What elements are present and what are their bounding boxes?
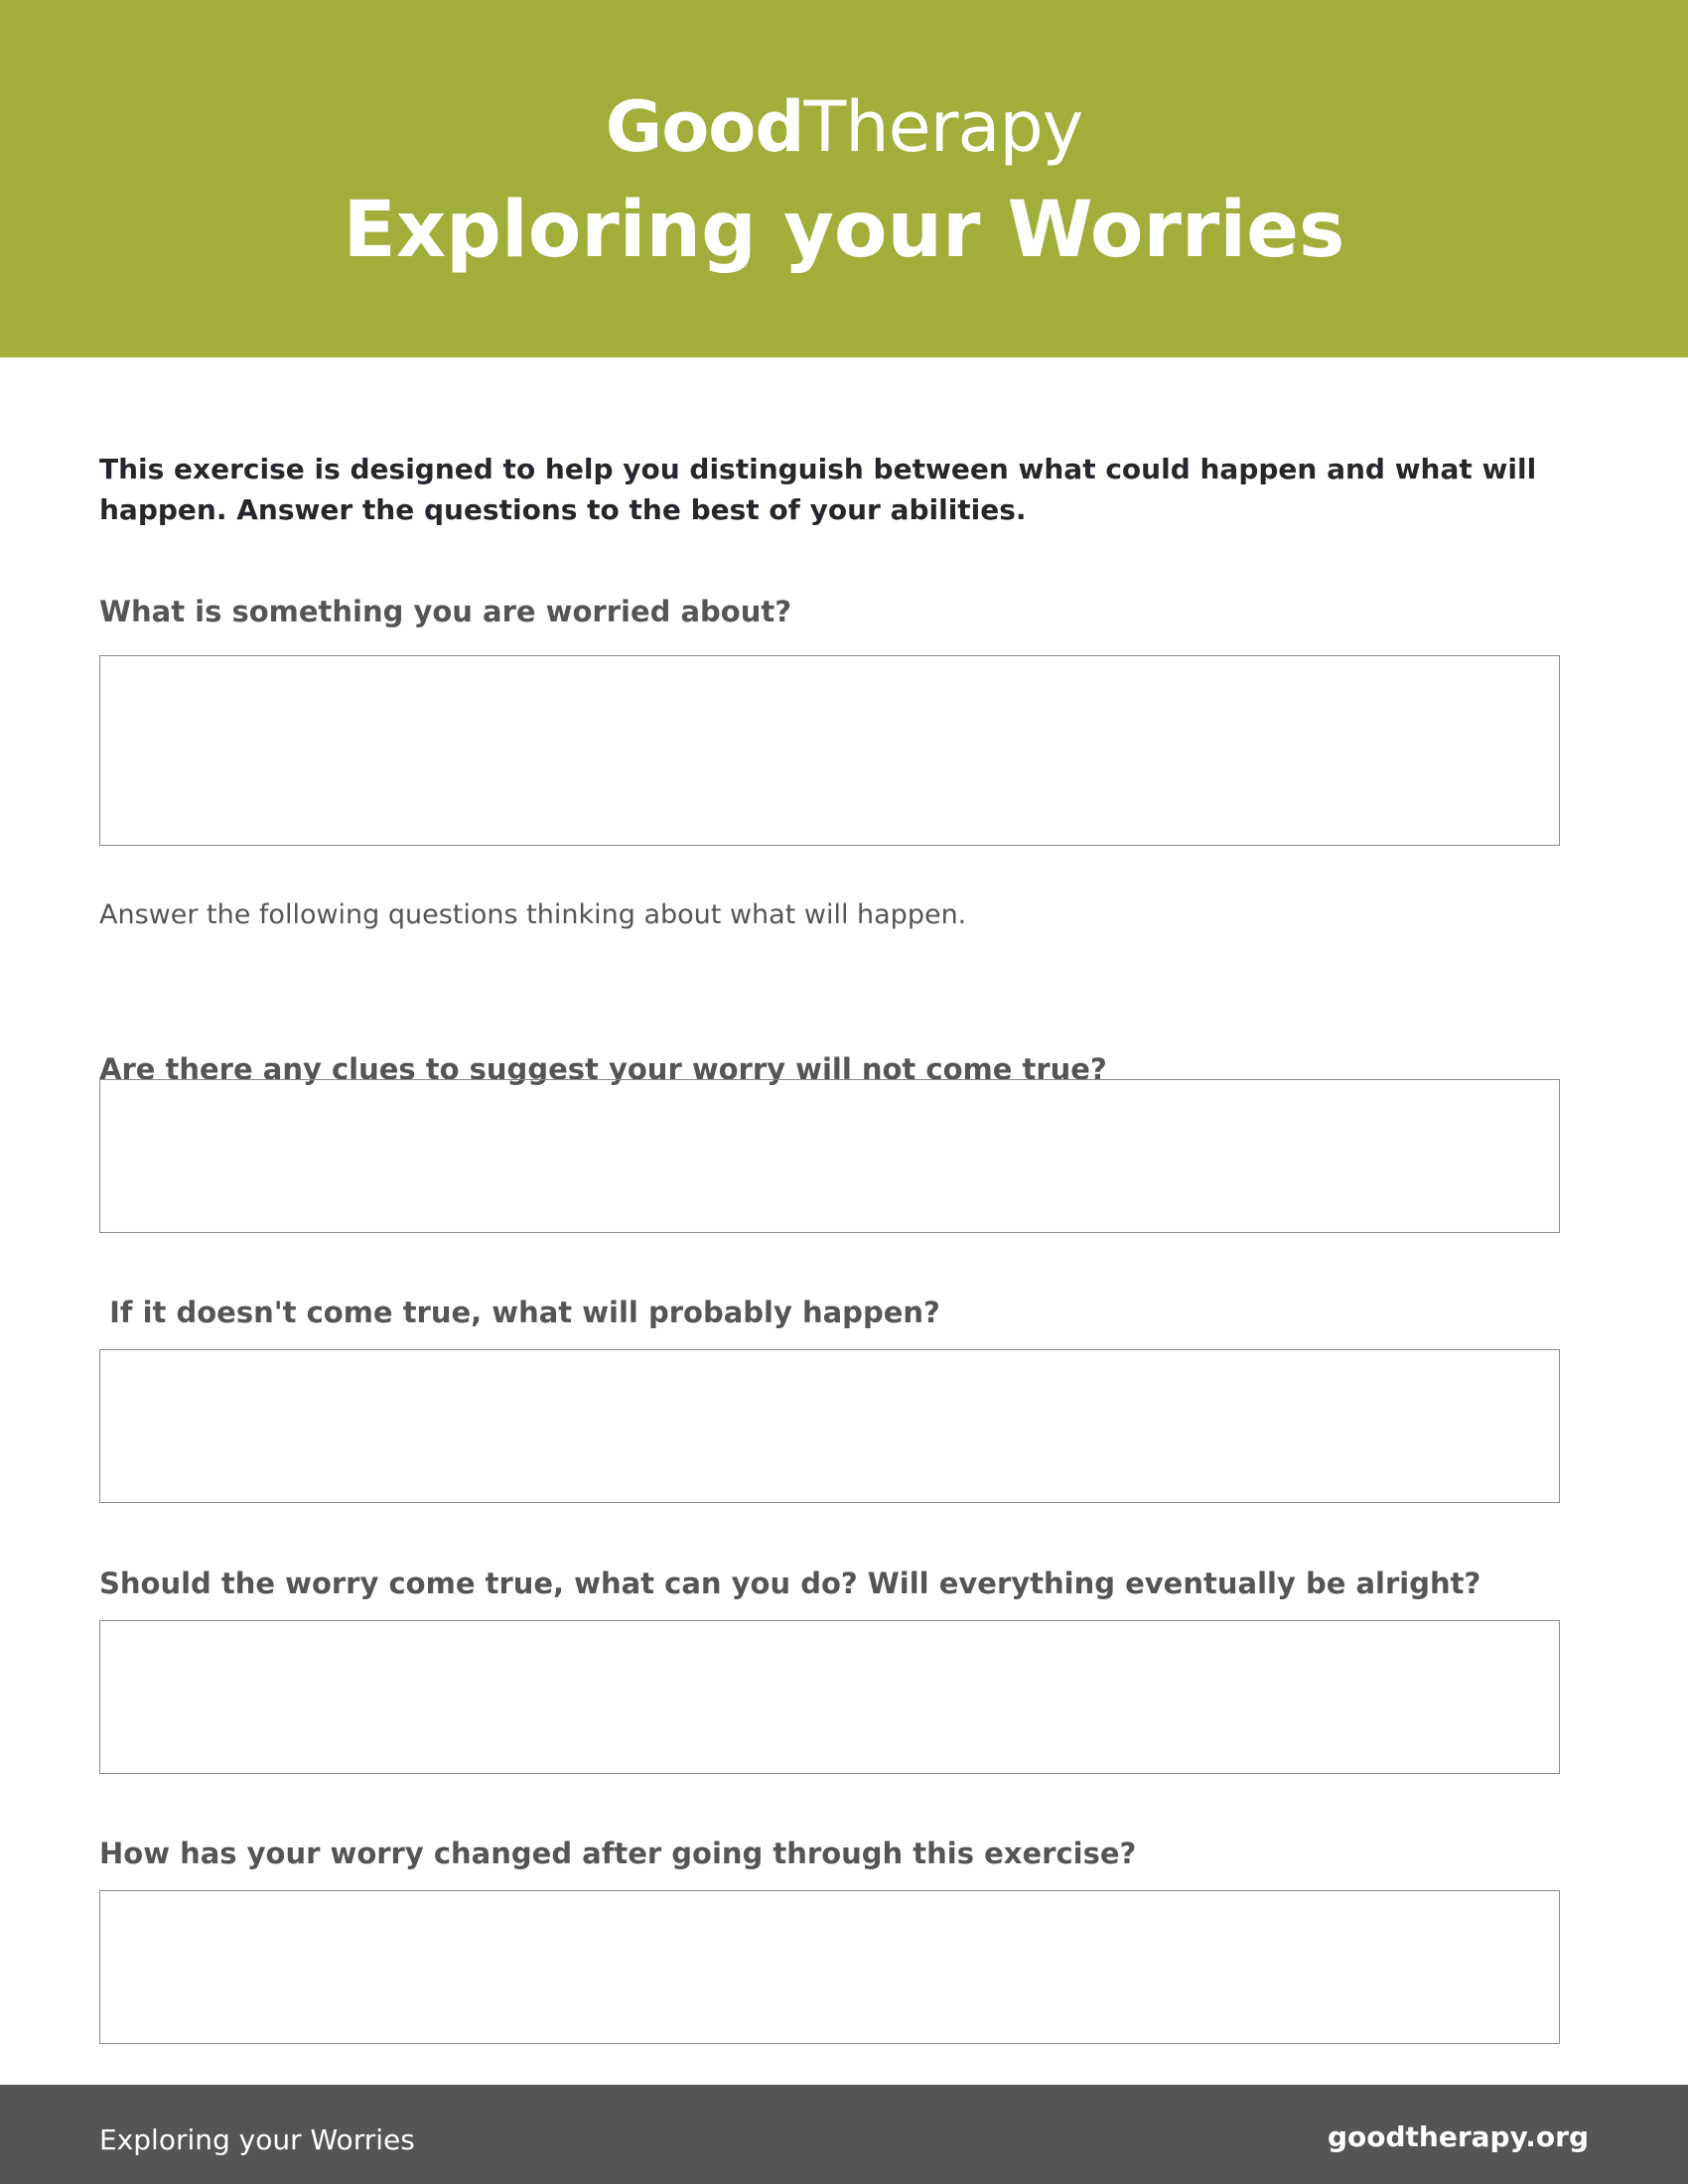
answer-box-5[interactable] bbox=[99, 1890, 1560, 2044]
intro-text: This exercise is designed to help you distinguish between what could happen and what will happen. Answer the questions to the best of your abilities. bbox=[99, 453, 1537, 526]
page-title: Exploring your Worries bbox=[343, 186, 1345, 275]
question-label-5: How has your worry changed after going through this exercise? bbox=[99, 1837, 1137, 1870]
brand-logo bbox=[0, 87, 1688, 167]
instruction-note: Answer the following questions thinking about what will happen. bbox=[99, 899, 967, 930]
question-label-3: If it doesn't come true, what will probably happen? bbox=[99, 1296, 940, 1329]
answer-box-2[interactable] bbox=[99, 1079, 1560, 1233]
brand-light-text: Therapy bbox=[803, 86, 1083, 168]
header-banner bbox=[0, 0, 1688, 357]
question-label-4: Should the worry come true, what can you do? Will everything eventually be alright? bbox=[99, 1567, 1481, 1600]
answer-box-3[interactable] bbox=[99, 1349, 1560, 1503]
question-label-1: What is something you are worried about? bbox=[99, 595, 792, 628]
footer-website: goodtherapy.org bbox=[1327, 2120, 1589, 2153]
footer-title: Exploring your Worries bbox=[99, 2123, 415, 2156]
answer-box-4[interactable] bbox=[99, 1620, 1560, 1774]
brand-bold-text: Good bbox=[605, 86, 804, 168]
answer-box-1[interactable] bbox=[99, 655, 1560, 846]
question-label-2: Are there any clues to suggest your worry will not come true? bbox=[99, 1052, 1107, 1086]
